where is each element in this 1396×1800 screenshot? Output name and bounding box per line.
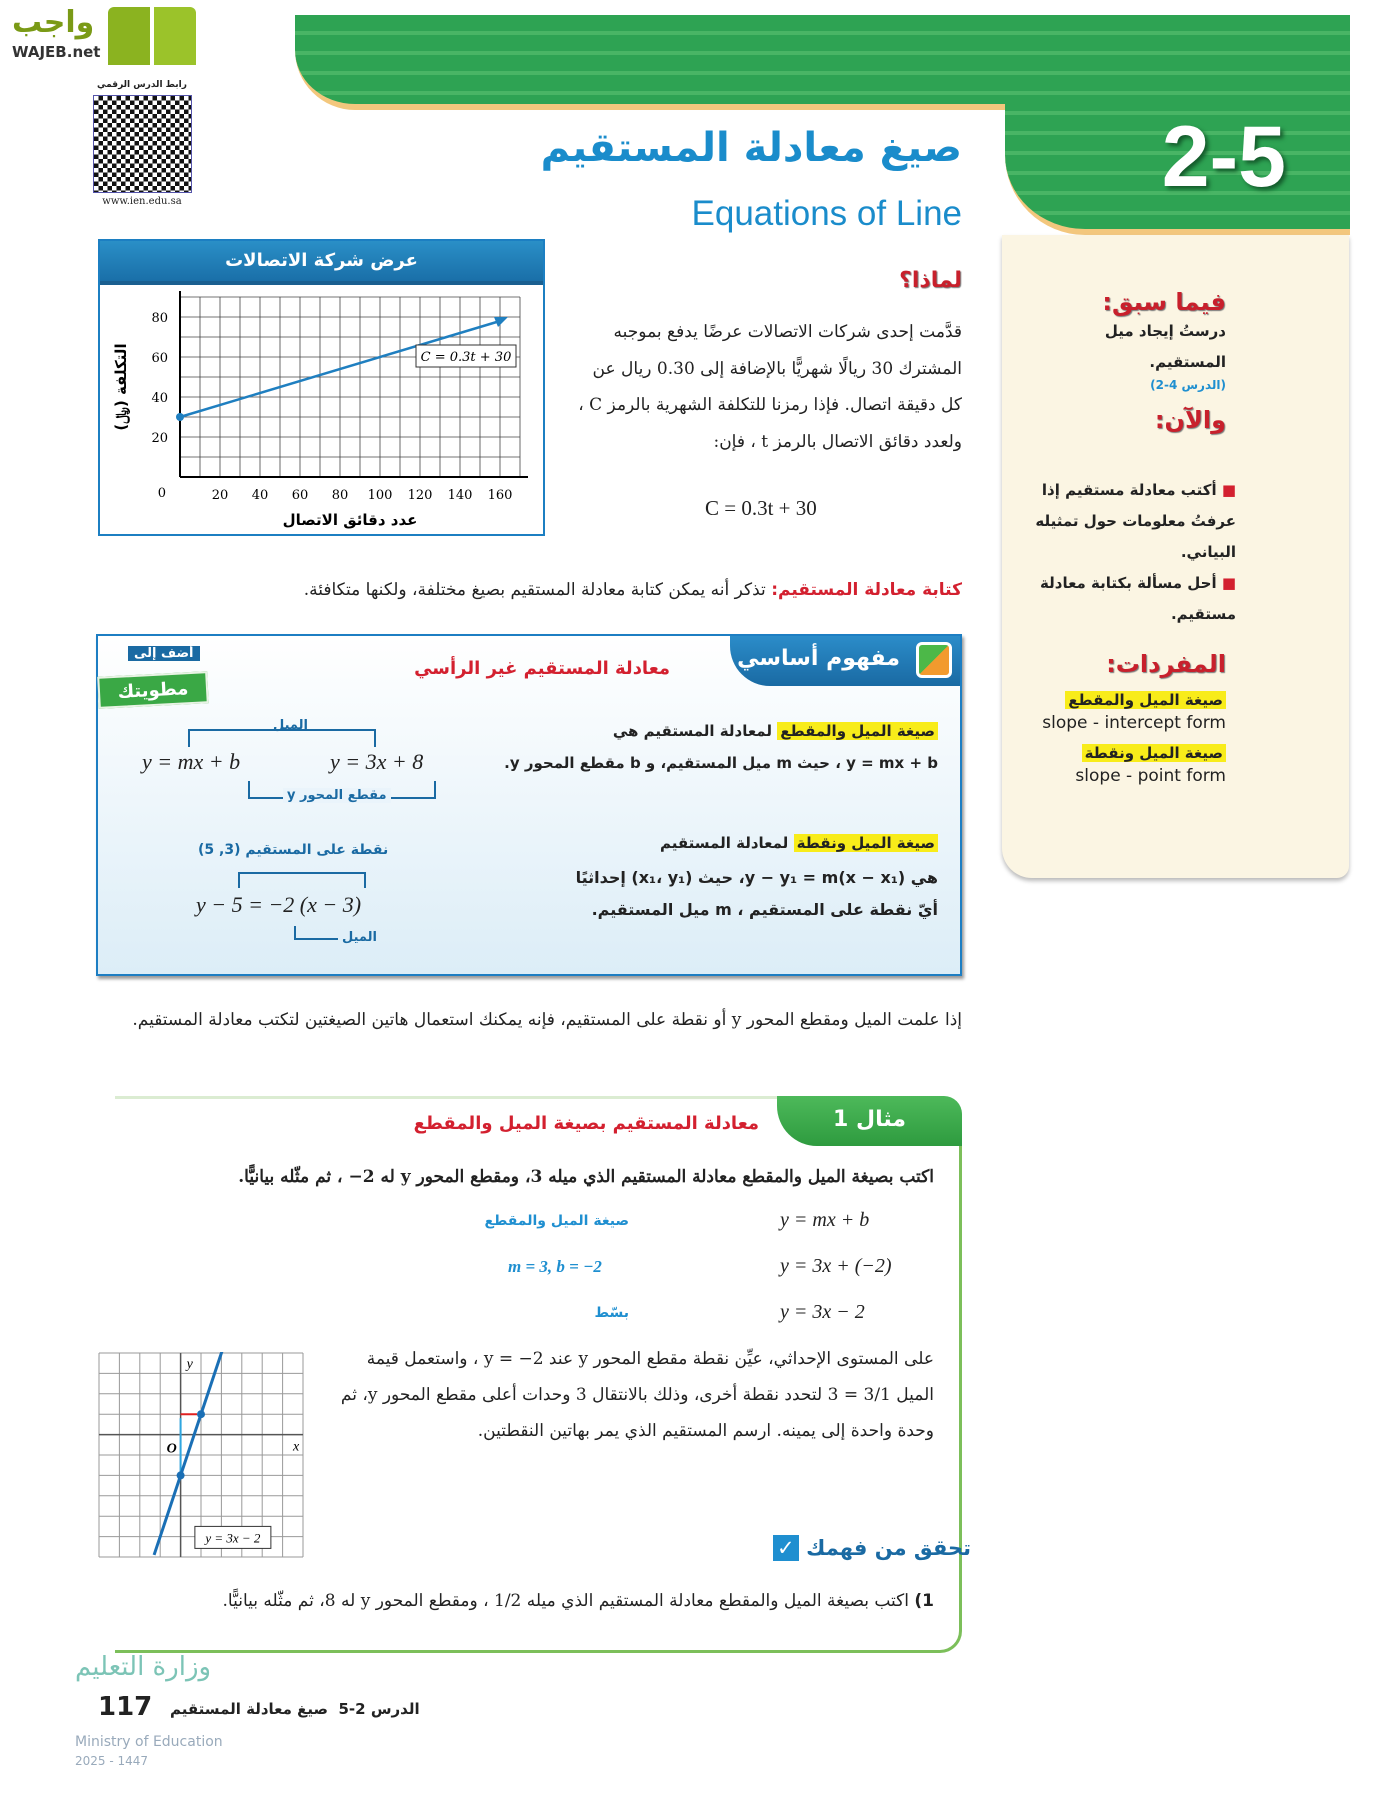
check-exercise: 1) اكتب بصيغة الميل والمقطع معادلة المستقيم الذي ميله 1/2 ، ومقطع المحور y له 8، ثم مثّله بيانيًّا. bbox=[222, 1591, 934, 1611]
book-icon bbox=[108, 7, 196, 65]
x-axis-label: x bbox=[293, 1439, 300, 1455]
x-tick-label: 40 bbox=[251, 488, 269, 503]
y-tick-label: 20 bbox=[151, 431, 168, 446]
y-axis-label: y bbox=[186, 1357, 193, 1372]
point-bracket bbox=[238, 872, 366, 888]
x-tick-label: 140 bbox=[447, 488, 473, 503]
sidebar-content: فيما سبق: درستُ إيجاد ميل المستقيم. (الدرس 4-2) والآن: bbox=[1102, 288, 1226, 434]
annotation-label: C = 0.3t + 30 bbox=[420, 350, 512, 365]
graph-equation-label: y = 3x − 2 bbox=[205, 1530, 261, 1546]
key-concept-header: مفهوم أساسي bbox=[730, 636, 960, 686]
puzzle-icon bbox=[916, 642, 952, 678]
x-tick-label: 120 bbox=[407, 488, 433, 503]
second-point bbox=[197, 1410, 205, 1418]
qr-code[interactable] bbox=[93, 95, 192, 193]
footer-lesson: الدرس 2-5 صيغ معادلة المستقيم bbox=[170, 1700, 420, 1718]
point-slope-example: y − 5 = −2 (x − 3) bbox=[196, 892, 362, 917]
x-axis-title: عدد دقائق الاتصال bbox=[282, 511, 418, 529]
why-text: قدَّمت إحدى شركات الاتصالات عرضًا يدفع بموجبه المشترك 30 ريالًا شهريًّا بالإضافة إلى 0.30 ريال عن كل دقيقة اتصال. فإذا رمزنا للتكلفة الشهرية بالرمز C ، ولعدد دقائق الاتصال بالرمز t ، فإن: bbox=[578, 322, 962, 452]
foldable-badge[interactable]: مطويتك bbox=[97, 671, 209, 709]
key-concept-box: مفهوم أساسي معادلة المستقيم غير الرأسي أضف إلى مطويتك صيغة الميل والمقطع لمعادلة المستقيم هي y = mx + b ، حيث m ميل المستقيم، و b مقطع المحور y. الميل y = 3x + 8 y = mx + b مقطع المحور y صيغة الميل ونقطة لمعادلة المستقيم هي y − y₁ = m(x − x₁)، حيث (x₁، y₁) إحداثيًا أيّ نقطة على المستقيم ، m ميل المستقيم. نقطة على المستقيم (3, 5) y − 5 = −2 (x − 3) الميل bbox=[96, 634, 962, 976]
y-tick-label: 80 bbox=[151, 311, 168, 326]
line-graph bbox=[98, 1352, 304, 1558]
data-point bbox=[176, 413, 184, 421]
cost-chart-plot bbox=[100, 285, 543, 534]
page-title-en: Equations of Line bbox=[691, 194, 962, 233]
page-title: صيغ معادلة المستقيم bbox=[540, 125, 962, 171]
x-tick-label: 160 bbox=[487, 488, 513, 503]
cost-chart: عرض شركة الاتصالات 20 40 60 80 100 120 140 160 20 40 60 80 0 C = 0.3t + 30 عدد دقائق الاتصال التكلفة (﷼) bbox=[98, 239, 545, 536]
general-equation: y = mx + b bbox=[142, 749, 241, 774]
checkmark-icon: ✓ bbox=[773, 1535, 799, 1561]
check-your-understanding: تحقق من فهمك ✓ bbox=[773, 1535, 971, 1561]
now-list bbox=[1006, 475, 1236, 630]
page-number: 117 bbox=[98, 1692, 153, 1722]
x-tick-label: 20 bbox=[211, 488, 229, 503]
writing-note: كتابة معادلة المستقيم: تذكر أنه يمكن كتابة معادلة المستقيم بصيغ مختلفة، ولكنها متكافئة. bbox=[303, 580, 962, 600]
origin-label: 0 bbox=[157, 486, 166, 501]
wajeb-logo: واجب WAJEB.net bbox=[10, 5, 190, 67]
vocab: المفردات: صيغة الميل والمقطع slope - intercept form صيغة الميل ونقطة slope - point form bbox=[1042, 650, 1226, 786]
x-tick-label: 100 bbox=[367, 488, 393, 503]
list-item: ■ أحل مسألة بكتابة معادلة مستقيم. bbox=[1040, 574, 1236, 623]
graph-line bbox=[154, 1352, 223, 1555]
y-tick-label: 40 bbox=[151, 391, 168, 406]
slope-label: الميل bbox=[273, 718, 308, 733]
slope-bracket bbox=[188, 729, 376, 747]
y-axis-title: التكلفة (﷼) bbox=[112, 343, 130, 431]
list-item: ■ أكتب معادلة مستقيم إذا عرفتُ معلومات حول تمثيله البياني. bbox=[1035, 481, 1236, 561]
lesson-number: 2-5 bbox=[1161, 109, 1286, 205]
x-tick-label: 60 bbox=[291, 488, 309, 503]
x-tick-label: 80 bbox=[331, 488, 349, 503]
y-tick-label: 60 bbox=[151, 351, 168, 366]
y-intercept-point bbox=[177, 1471, 185, 1479]
arrow-head bbox=[494, 317, 508, 327]
intro-paragraph: إذا علمت الميل ومقطع المحور y أو نقطة على المستقيم، فإنه يمكنك استعمال هاتين الصيغتين لتكتب معادلة المستقيم. bbox=[132, 1010, 962, 1030]
example-box: مثال 1 معادلة المستقيم بصيغة الميل والمقطع اكتب بصيغة الميل والمقطع معادلة المستقيم الذي ميله 3، ومقطع المحور y له 2− ، ثم مثّله بيانيًّا. y = mx + b صيغة الميل والمقطع y = 3x + (−2) m = 3, b = −2 y = 3x − 2 بسّط على المستوى الإحداثي، عيِّن نقطة مقطع المحور y عند y = −2 ، واستعمل قيمة الميل 3/1 = 3 لتحدد نقطة أخرى، وذلك بالانتقال 3 وحدات أعلى مقطع المحور y، ثم وحدة واحدة إلى يمينه. ارسم المستقيم الذي يمر بهاتين النقطتين. y x O y = 3x − 2 تحقق من فهمك ✓ 1) اكتب بصيغة الميل والمقطع معادلة المستقيم الذي ميله 1/2 ، ومقطع المحور y له 8، ثم مثّله بيانيًّا. bbox=[115, 1096, 962, 1653]
origin-label: O bbox=[166, 1441, 177, 1457]
example-equation: y = 3x + 8 bbox=[330, 749, 424, 774]
